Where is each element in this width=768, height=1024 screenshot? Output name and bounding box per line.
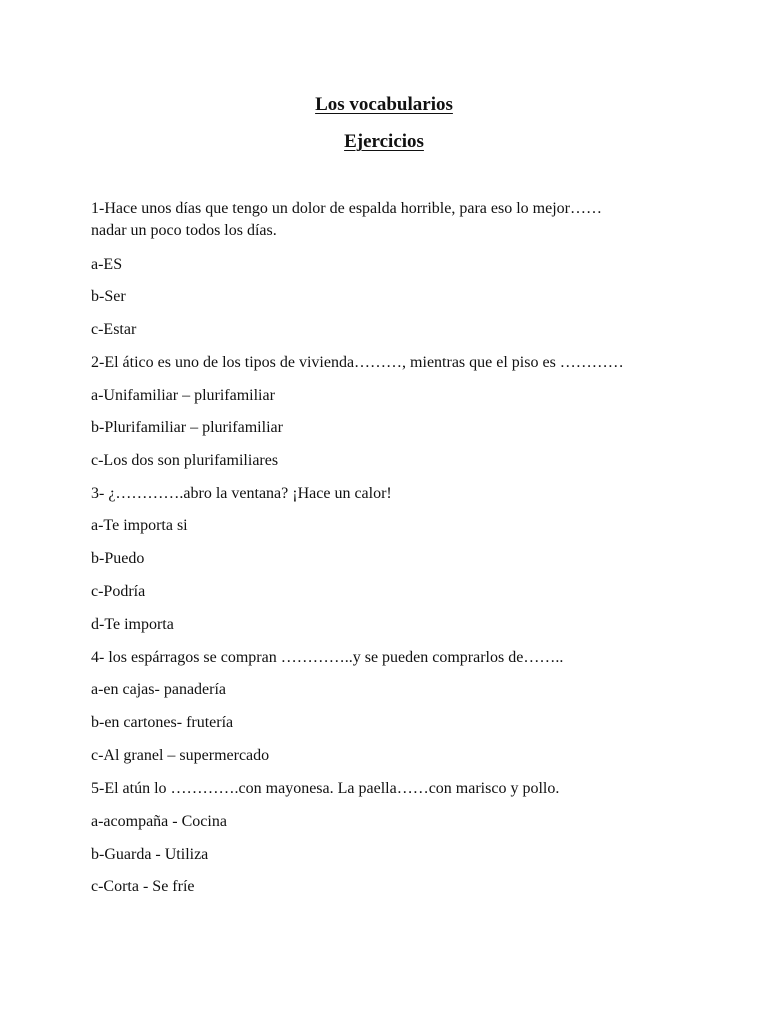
- question-4-option-a: a-en cajas- panadería: [91, 681, 227, 698]
- question-1-text: 1-Hace unos días que tengo un dolor de espalda horrible, para eso lo mejor……nadar un poco todos los días.: [91, 200, 602, 239]
- question-5-option-c: c-Corta - Se fríe: [91, 878, 195, 895]
- question-2-text: 2-El ático es uno de los tipos de vivienda………, mientras que el piso es …………: [91, 354, 624, 371]
- question-1-option-c: c-Estar: [91, 321, 137, 338]
- question-3-text: 3- ¿………….abro la ventana? ¡Hace un calor!: [91, 485, 392, 502]
- question-3-option-c: c-Podría: [91, 583, 146, 600]
- question-5-option-a: a-acompaña - Cocina: [91, 813, 227, 830]
- question-4-option-c: c-Al granel – supermercado: [91, 747, 270, 764]
- question-2-option-c: c-Los dos son plurifamiliares: [91, 452, 279, 469]
- document-subtitle: Ejercicios: [344, 131, 424, 152]
- question-4-text: 4- los espárragos se compran …………..y se pueden comprarlos de……..: [91, 649, 564, 666]
- question-2-option-a: a-Unifamiliar – plurifamiliar: [91, 387, 275, 404]
- question-3-option-b: b-Puedo: [91, 550, 145, 567]
- question-2-option-b: b-Plurifamiliar – plurifamiliar: [91, 419, 283, 436]
- question-3-option-d: d-Te importa: [91, 616, 174, 633]
- question-1-option-b: b-Ser: [91, 288, 126, 305]
- question-5-option-b: b-Guarda - Utiliza: [91, 846, 209, 863]
- question-4-option-b: b-en cartones- frutería: [91, 714, 234, 731]
- question-5-text: 5-El atún lo ………….con mayonesa. La paella……con marisco y pollo.: [91, 780, 560, 797]
- document-title: Los vocabularios: [315, 94, 453, 115]
- question-1-option-a: a-ES: [91, 256, 123, 273]
- question-3-option-a: a-Te importa si: [91, 517, 188, 534]
